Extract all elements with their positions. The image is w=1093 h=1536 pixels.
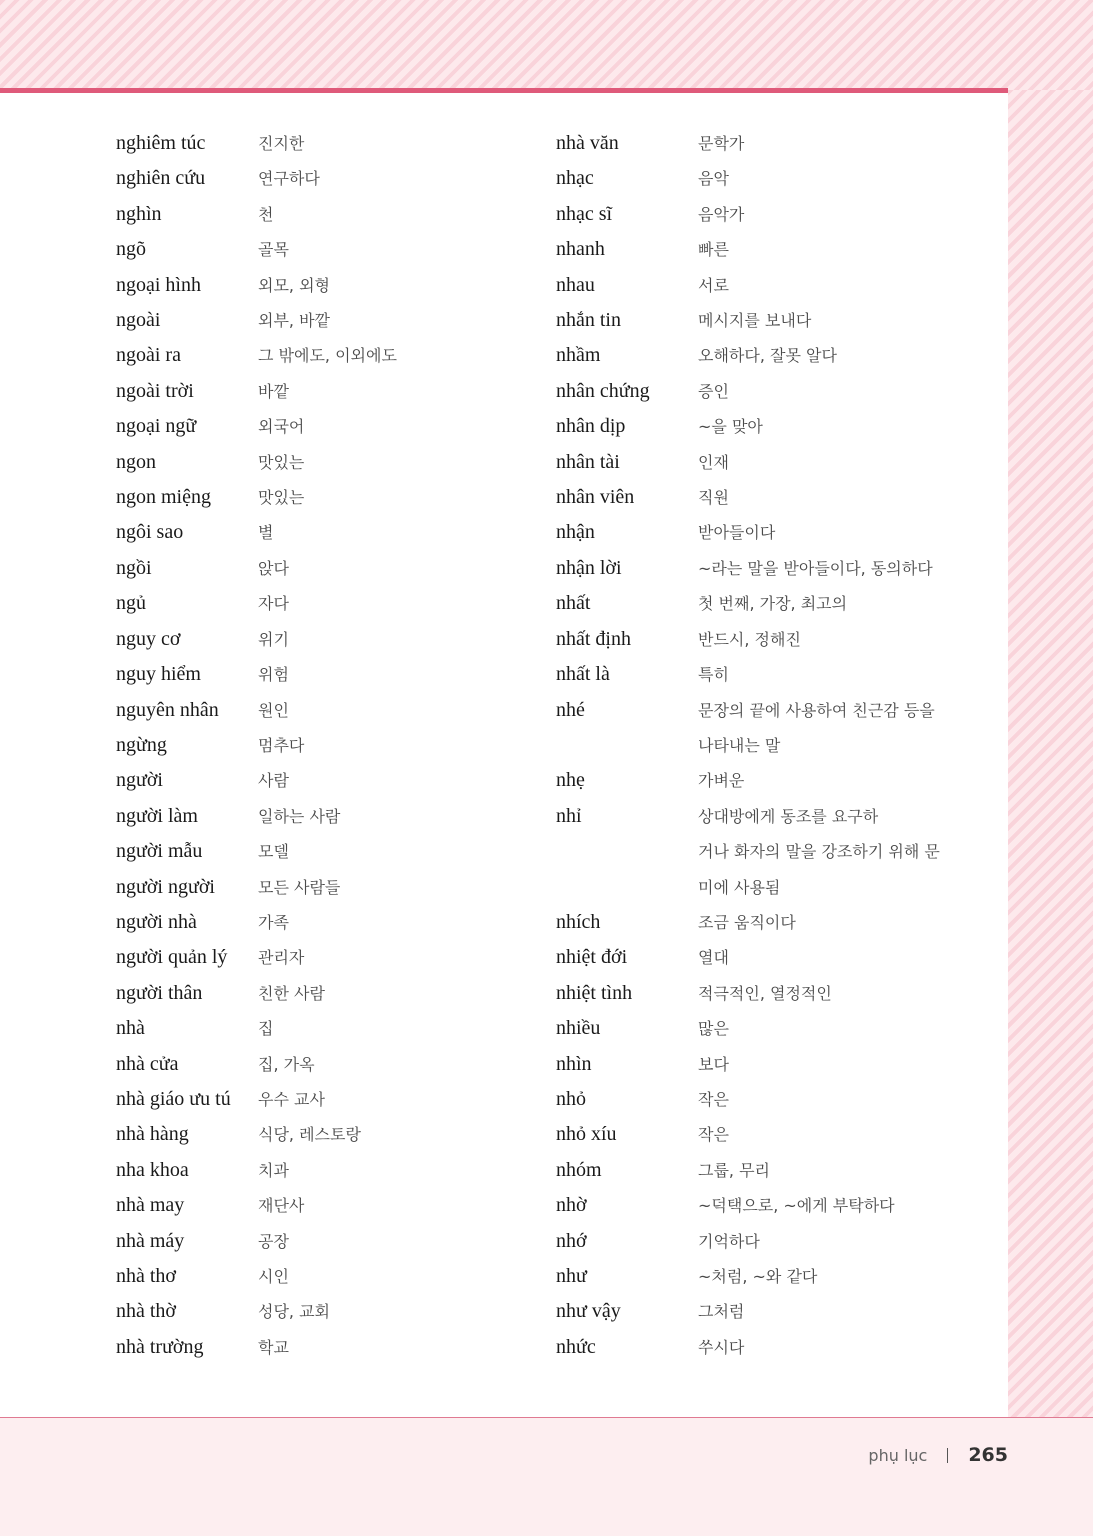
- vietnamese-term: nhiều: [556, 1017, 601, 1040]
- korean-definition-line: 첫 번째, 가장, 최고의: [698, 594, 848, 614]
- vietnamese-term: ngon: [116, 450, 156, 473]
- korean-definition: [258, 763, 289, 798]
- vietnamese-term: người nhà: [116, 910, 197, 933]
- korean-definition-line: 자다: [258, 594, 289, 614]
- vietnamese-term: nhanh: [556, 238, 605, 261]
- glossary-entry: [116, 1259, 397, 1294]
- korean-definition: [698, 1330, 744, 1365]
- glossary-entry: [556, 622, 940, 657]
- korean-definition-line: 학교: [258, 1337, 289, 1357]
- vietnamese-term: nhức: [556, 1335, 596, 1358]
- top-stripe-band: [0, 0, 1093, 90]
- vietnamese-term: nhé: [556, 698, 585, 721]
- korean-definition: [258, 940, 304, 975]
- korean-definition-line: 가벼운: [698, 771, 745, 791]
- korean-definition: [698, 622, 801, 657]
- korean-definition-line: 시인: [258, 1267, 289, 1286]
- korean-definition: [698, 374, 729, 409]
- korean-definition: [698, 338, 837, 373]
- glossary-entry: [556, 905, 940, 940]
- korean-definition: [698, 126, 744, 161]
- korean-definition-line: 우수 교사: [258, 1089, 325, 1109]
- korean-definition: [698, 976, 832, 1011]
- korean-definition-line: 특히: [698, 665, 729, 685]
- vietnamese-term: nhân viên: [556, 486, 635, 509]
- korean-definition: [258, 303, 330, 338]
- glossary-entry: [556, 409, 940, 444]
- vietnamese-term: nhà: [116, 1017, 145, 1040]
- korean-definition-line: 받아들이다: [698, 523, 776, 543]
- korean-definition: [258, 445, 304, 480]
- korean-definition: [258, 409, 304, 444]
- korean-definition-line: 맛있는: [258, 488, 305, 508]
- korean-definition-line: ~라는 말을 받아들이다, 동의하다: [698, 558, 933, 578]
- glossary-entry: [116, 1188, 397, 1223]
- glossary-entry: [116, 1330, 397, 1365]
- vietnamese-term: nhạc sĩ: [556, 202, 613, 225]
- vietnamese-term: nhất định: [556, 627, 631, 650]
- glossary-entry: [556, 338, 940, 373]
- glossary-entry: [116, 409, 397, 444]
- korean-definition-line: 집: [258, 1019, 274, 1039]
- page-footer: [868, 1444, 1008, 1466]
- korean-definition-line: 조금 움직이다: [698, 912, 796, 932]
- korean-definition-line: 직원: [698, 488, 729, 508]
- glossary-entry: [116, 657, 397, 692]
- korean-definition: [258, 1188, 304, 1223]
- vietnamese-term: nhà máy: [116, 1229, 185, 1252]
- korean-definition-line: 오해하다, 잘못 알다: [698, 346, 837, 366]
- vietnamese-term: nhà cửa: [116, 1052, 179, 1075]
- korean-definition: [258, 161, 320, 196]
- glossary-entry: [116, 728, 397, 763]
- korean-definition: [698, 693, 935, 764]
- glossary-entry: [116, 622, 397, 657]
- glossary-entry: [556, 197, 940, 232]
- glossary-entry: [116, 1153, 397, 1188]
- vietnamese-term: nhận: [556, 521, 595, 544]
- glossary-entry: [116, 1117, 397, 1152]
- korean-definition-line: 미에 사용됨: [698, 877, 781, 897]
- vietnamese-term: nhân tài: [556, 450, 620, 473]
- korean-definition: [258, 1330, 289, 1365]
- korean-definition-line: 보다: [698, 1054, 729, 1074]
- korean-definition-line: 일하는 사람: [258, 806, 341, 826]
- korean-definition-line: 문장의 끝에 사용하여 친근감 등을: [698, 700, 935, 720]
- korean-definition: [698, 1082, 729, 1117]
- korean-definition-line: 친한 사람: [258, 983, 325, 1003]
- korean-definition: [698, 763, 744, 798]
- glossary-entry: [556, 268, 940, 303]
- korean-definition: [258, 1259, 289, 1294]
- korean-definition: [258, 1011, 273, 1046]
- vietnamese-term: nguyên nhân: [116, 698, 219, 721]
- vietnamese-term: nhầm: [556, 344, 601, 367]
- vietnamese-term: như: [556, 1265, 587, 1287]
- korean-definition-line: 관리자: [258, 948, 305, 968]
- korean-definition: [698, 1011, 729, 1046]
- glossary-entry: [116, 870, 397, 905]
- glossary-entry: [556, 1294, 940, 1329]
- korean-definition: [258, 374, 289, 409]
- glossary-entry: [116, 1224, 397, 1259]
- korean-definition: [258, 1117, 361, 1152]
- korean-definition: [258, 834, 289, 869]
- vietnamese-term: nhớ: [556, 1229, 587, 1252]
- vietnamese-term: nhìn: [556, 1052, 592, 1075]
- korean-definition-line: 모델: [258, 842, 289, 862]
- korean-definition-line: 거나 화자의 말을 강조하기 위해 문: [698, 842, 940, 862]
- vietnamese-term: ngôi sao: [116, 521, 184, 544]
- korean-definition-line: 반드시, 정해진: [698, 629, 801, 649]
- vietnamese-term: nguy hiểm: [116, 663, 201, 686]
- korean-definition: [698, 1117, 729, 1152]
- vietnamese-term: người thân: [116, 981, 203, 1004]
- vietnamese-term: người: [116, 769, 163, 792]
- vietnamese-term: nhân chứng: [556, 379, 650, 402]
- glossary-right-column: [556, 126, 940, 1365]
- korean-definition-line: 많은: [698, 1019, 729, 1039]
- korean-definition: [698, 1188, 895, 1223]
- vietnamese-term: ngon miệng: [116, 486, 211, 509]
- korean-definition-line: 바깥: [258, 381, 289, 401]
- glossary-entry: [556, 551, 940, 586]
- korean-definition: [698, 1294, 744, 1329]
- glossary-entry: [116, 268, 397, 303]
- korean-definition: [698, 1047, 729, 1082]
- glossary-entry: [116, 1047, 397, 1082]
- glossary-entry: [116, 976, 397, 1011]
- korean-definition-line: 외부, 바깥: [258, 311, 330, 331]
- vietnamese-term: nhóm: [556, 1158, 602, 1181]
- korean-definition-line: 집, 가옥: [258, 1054, 315, 1074]
- glossary-entry: [556, 1224, 940, 1259]
- korean-definition-line: 적극적인, 열정적인: [698, 983, 832, 1003]
- korean-definition: [698, 445, 729, 480]
- korean-definition-line: 문학가: [698, 134, 745, 153]
- korean-definition-line: 그처럼: [698, 1302, 745, 1322]
- korean-definition-line: 성당, 교회: [258, 1302, 330, 1322]
- vietnamese-term: người mẫu: [116, 840, 203, 863]
- vietnamese-term: ngoại hình: [116, 273, 201, 296]
- korean-definition-line: 식당, 레스토랑: [258, 1125, 361, 1145]
- korean-definition: [258, 515, 273, 550]
- glossary-entry: [556, 515, 940, 550]
- vietnamese-term: nghiên cứu: [116, 167, 206, 190]
- korean-definition: [698, 515, 775, 550]
- korean-definition-line: 메시지를 보내다: [698, 311, 812, 331]
- vietnamese-term: người quản lý: [116, 946, 228, 969]
- glossary-entry: [116, 374, 397, 409]
- korean-definition-line: 치과: [258, 1160, 289, 1180]
- vietnamese-term: ngoài ra: [116, 344, 181, 367]
- korean-definition-line: 상대방에게 동조를 요구하: [698, 806, 879, 826]
- korean-definition-line: ~덕택으로, ~에게 부탁하다: [698, 1196, 895, 1216]
- korean-definition-line: 그 밖에도, 이외에도: [258, 346, 397, 366]
- korean-definition: [258, 197, 273, 232]
- glossary-entry: [556, 1117, 940, 1152]
- korean-definition: [258, 693, 289, 728]
- vietnamese-term: nhẹ: [556, 769, 585, 792]
- korean-definition-line: 모든 사람들: [258, 877, 341, 897]
- korean-definition: [698, 161, 729, 196]
- korean-definition: [258, 1082, 325, 1117]
- glossary-entry: [556, 374, 940, 409]
- glossary-entry: [556, 586, 940, 621]
- korean-definition: [258, 870, 340, 905]
- korean-definition-line: 빠른: [698, 240, 729, 260]
- korean-definition-line: 그룹, 무리: [698, 1160, 770, 1180]
- glossary-entry: [556, 1188, 940, 1223]
- korean-definition: [698, 232, 729, 267]
- korean-definition: [698, 940, 729, 975]
- glossary-entry: [116, 232, 397, 267]
- glossary-entry: [556, 657, 940, 692]
- korean-definition-line: 진지한: [258, 134, 305, 153]
- glossary-entry: [556, 763, 940, 798]
- glossary-entry: [556, 1011, 940, 1046]
- glossary-entry: [556, 303, 940, 338]
- glossary-entry: [556, 976, 940, 1011]
- glossary-entry: [116, 197, 397, 232]
- korean-definition: [258, 622, 289, 657]
- vietnamese-term: nhà văn: [556, 132, 619, 154]
- glossary-entry: [116, 338, 397, 373]
- vietnamese-term: nhỉ: [556, 804, 582, 827]
- vietnamese-term: nhạc: [556, 167, 594, 190]
- korean-definition: [258, 905, 289, 940]
- korean-definition: [698, 586, 847, 621]
- vietnamese-term: ngừng: [116, 733, 167, 756]
- vietnamese-term: ngủ: [116, 592, 146, 615]
- korean-definition: [258, 480, 304, 515]
- vietnamese-term: nghiêm túc: [116, 132, 206, 154]
- vietnamese-term: nhà may: [116, 1194, 185, 1217]
- korean-definition: [258, 126, 304, 161]
- glossary-entry: [116, 1011, 397, 1046]
- korean-definition-line: 원인: [258, 700, 289, 720]
- korean-definition-line: ~을 맞아: [698, 417, 763, 437]
- korean-definition-line: 나타내는 말: [698, 735, 781, 755]
- korean-definition-line: 외모, 외형: [258, 275, 330, 295]
- vietnamese-term: nha khoa: [116, 1158, 189, 1181]
- vietnamese-term: nhà thơ: [116, 1265, 177, 1287]
- vietnamese-term: nhận lời: [556, 556, 622, 579]
- korean-definition-line: 증인: [698, 381, 729, 401]
- korean-definition: [698, 905, 796, 940]
- vietnamese-term: nguy cơ: [116, 627, 181, 650]
- korean-definition: [258, 728, 304, 763]
- korean-definition: [698, 1153, 770, 1188]
- vietnamese-term: nhỏ xíu: [556, 1123, 617, 1146]
- glossary-entry: [556, 232, 940, 267]
- glossary-entry: [116, 763, 397, 798]
- korean-definition: [258, 338, 397, 373]
- vietnamese-term: nhân dịp: [556, 415, 626, 438]
- glossary-entry: [556, 1330, 940, 1365]
- korean-definition: [258, 657, 289, 692]
- glossary-entry: [556, 940, 940, 975]
- vietnamese-term: nhiệt tình: [556, 981, 633, 1004]
- vietnamese-term: nhiệt đới: [556, 946, 628, 969]
- korean-definition: [698, 1259, 817, 1294]
- korean-definition-line: 기억하다: [698, 1231, 760, 1251]
- korean-definition-line: 사람: [258, 771, 289, 791]
- korean-definition-line: 천: [258, 204, 274, 224]
- glossary-entry: [116, 1082, 397, 1117]
- korean-definition-line: 서로: [698, 275, 729, 295]
- glossary-entry: [556, 1259, 940, 1294]
- glossary-entry: [116, 693, 397, 728]
- korean-definition: [258, 1047, 315, 1082]
- glossary-entry: [116, 940, 397, 975]
- vietnamese-term: nhà thờ: [116, 1300, 177, 1323]
- vietnamese-term: người người: [116, 875, 215, 898]
- korean-definition: [258, 586, 289, 621]
- korean-definition-line: 외국어: [258, 417, 305, 437]
- vietnamese-term: ngõ: [116, 238, 146, 261]
- glossary-entry: [116, 161, 397, 196]
- glossary-entry: [116, 303, 397, 338]
- korean-definition-line: 위험: [258, 665, 289, 685]
- footer-band: [0, 1418, 1093, 1536]
- glossary-entry: [116, 445, 397, 480]
- korean-definition-line: 멈추다: [258, 735, 305, 755]
- vietnamese-term: ngoại ngữ: [116, 415, 197, 438]
- korean-definition-line: 공장: [258, 1231, 289, 1251]
- korean-definition: [698, 799, 940, 905]
- korean-definition-line: 연구하다: [258, 169, 320, 189]
- right-stripe-band: [1008, 90, 1093, 1418]
- korean-definition: [258, 799, 340, 834]
- korean-definition: [258, 1294, 330, 1329]
- korean-definition: [698, 551, 933, 586]
- glossary-entry: [116, 586, 397, 621]
- glossary-entry: [556, 799, 940, 905]
- vietnamese-term: nhất: [556, 592, 591, 615]
- glossary-entry: [556, 480, 940, 515]
- vietnamese-term: nhà hàng: [116, 1123, 189, 1146]
- korean-definition: [698, 268, 729, 303]
- vietnamese-term: nghìn: [116, 202, 162, 225]
- korean-definition: [698, 657, 729, 692]
- korean-definition-line: 위기: [258, 629, 289, 649]
- vietnamese-term: nhất là: [556, 663, 610, 686]
- vietnamese-term: như vậy: [556, 1300, 621, 1323]
- glossary-entry: [116, 799, 397, 834]
- korean-definition: [258, 232, 289, 267]
- korean-definition-line: 열대: [698, 948, 729, 968]
- korean-definition-line: 인재: [698, 452, 729, 472]
- korean-definition-line: ~처럼, ~와 같다: [698, 1267, 818, 1286]
- korean-definition: [258, 1153, 289, 1188]
- korean-definition-line: 쑤시다: [698, 1337, 745, 1357]
- glossary-entry: [556, 126, 940, 161]
- vietnamese-term: nhau: [556, 273, 595, 296]
- glossary-entry: [556, 1082, 940, 1117]
- korean-definition: [698, 1224, 760, 1259]
- vietnamese-term: người làm: [116, 804, 198, 827]
- glossary-entry: [556, 693, 940, 764]
- glossary-entry: [116, 551, 397, 586]
- glossary-left-column: [116, 126, 397, 1365]
- korean-definition-line: 음악가: [698, 204, 745, 224]
- vietnamese-term: ngoài: [116, 309, 161, 332]
- korean-definition-line: 별: [258, 523, 274, 543]
- glossary-entry: [556, 1047, 940, 1082]
- glossary-entry: [116, 480, 397, 515]
- korean-definition: [698, 480, 729, 515]
- glossary-entry: [556, 161, 940, 196]
- glossary-entry: [116, 126, 397, 161]
- vietnamese-term: ngoài trời: [116, 379, 194, 402]
- korean-definition-line: 음악: [698, 169, 729, 189]
- korean-definition-line: 골목: [258, 240, 289, 260]
- korean-definition-line: 재단사: [258, 1196, 305, 1216]
- glossary-entry: [556, 1153, 940, 1188]
- korean-definition-line: 작은: [698, 1125, 729, 1145]
- korean-definition: [258, 976, 325, 1011]
- korean-definition: [258, 268, 330, 303]
- vietnamese-term: nhích: [556, 910, 601, 933]
- korean-definition: [698, 197, 744, 232]
- korean-definition-line: 앉다: [258, 558, 289, 578]
- glossary-entry: [116, 1294, 397, 1329]
- vietnamese-term: nhà trường: [116, 1335, 204, 1358]
- glossary-entry: [116, 905, 397, 940]
- korean-definition: [258, 1224, 289, 1259]
- footer-separator: [947, 1448, 948, 1463]
- page-number: 265: [968, 1444, 1008, 1466]
- korean-definition-line: 가족: [258, 912, 289, 932]
- footer-label: phụ lục: [868, 1445, 928, 1465]
- korean-definition: [258, 551, 289, 586]
- vietnamese-term: nhà giáo ưu tú: [116, 1087, 231, 1110]
- vietnamese-term: nhắn tin: [556, 309, 621, 332]
- glossary-entry: [116, 515, 397, 550]
- vietnamese-term: nhỏ: [556, 1087, 586, 1110]
- glossary-entry: [116, 834, 397, 869]
- korean-definition-line: 맛있는: [258, 452, 305, 472]
- vietnamese-term: ngồi: [116, 556, 152, 579]
- korean-definition: [698, 303, 811, 338]
- vietnamese-term: nhờ: [556, 1194, 587, 1217]
- glossary-entry: [556, 445, 940, 480]
- korean-definition-line: 작은: [698, 1089, 729, 1109]
- korean-definition: [698, 409, 763, 444]
